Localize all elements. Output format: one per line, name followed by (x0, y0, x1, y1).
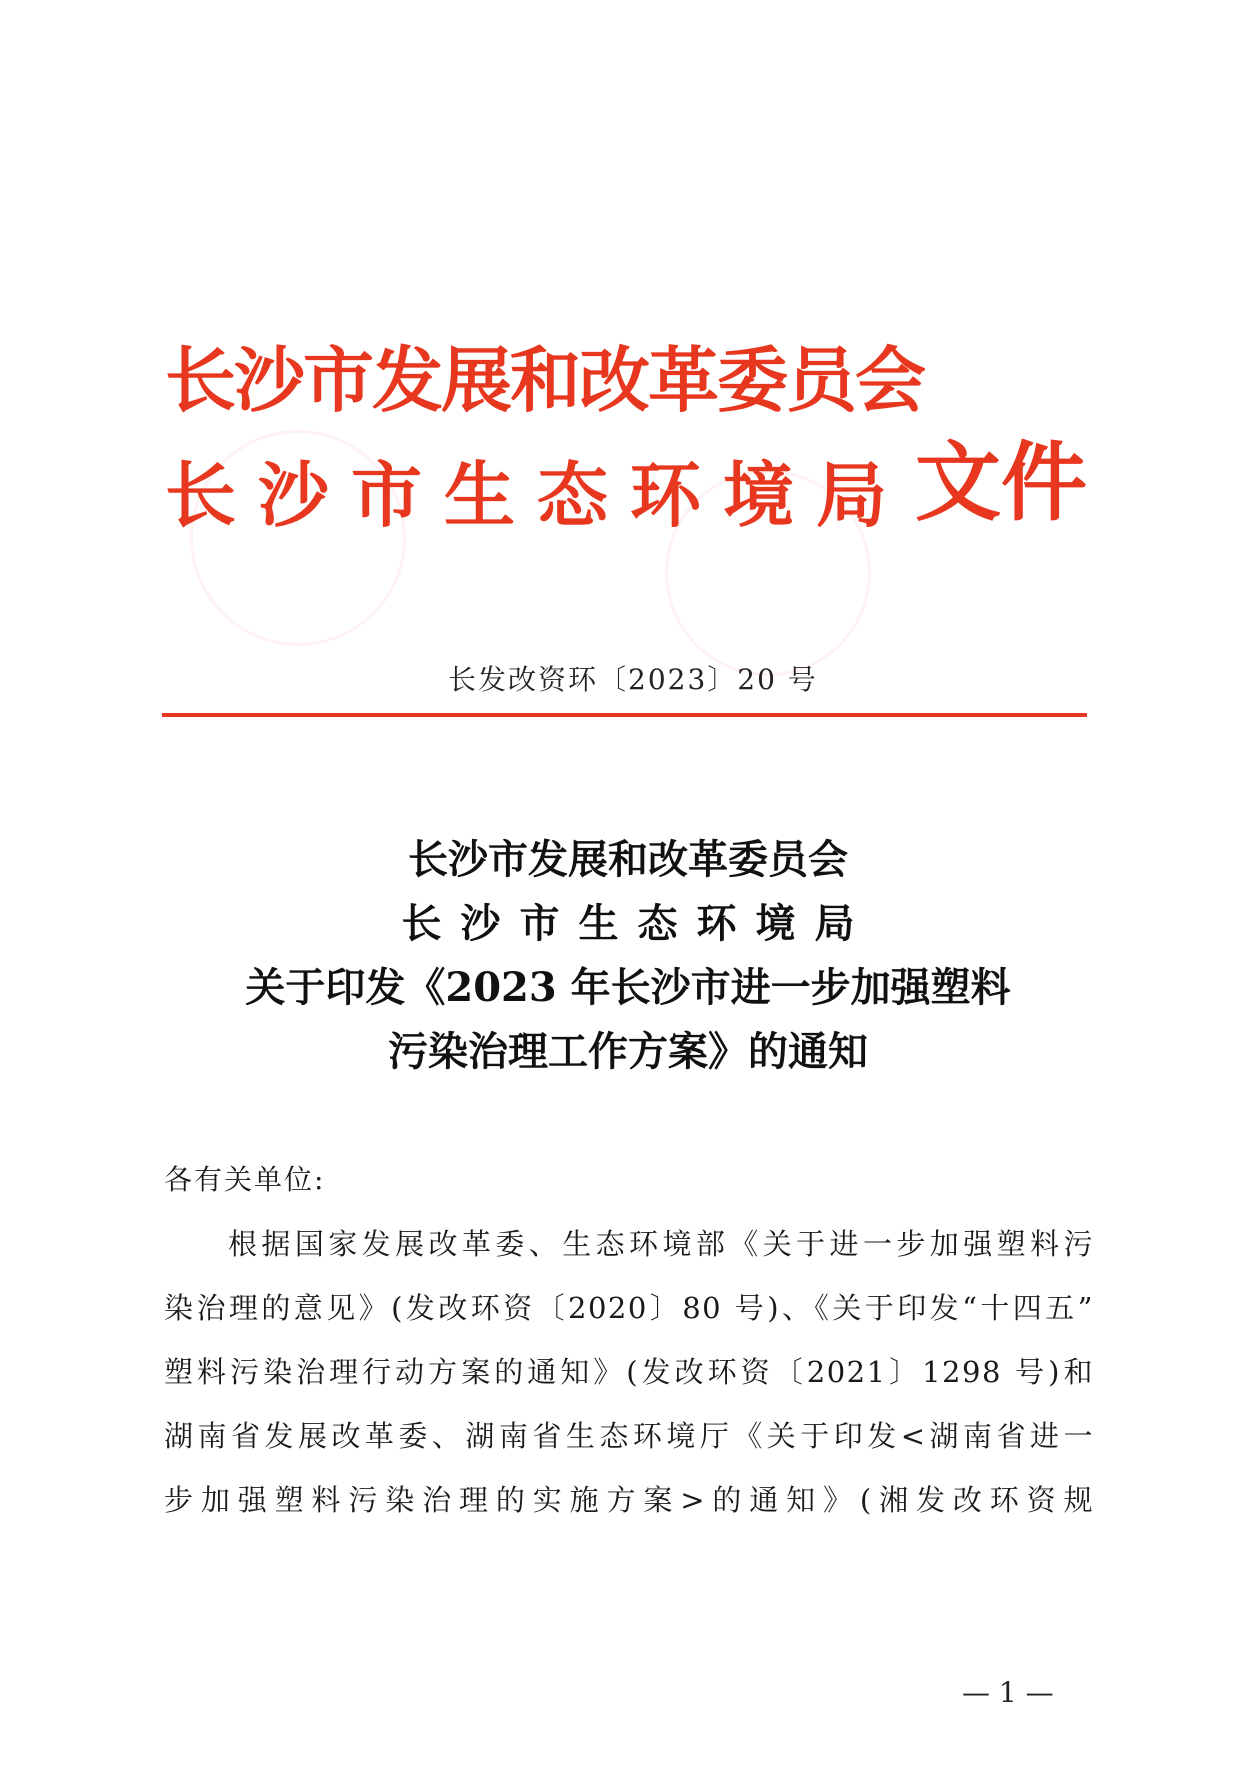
title-line-3: 关于印发《2023 年长沙市进一步加强塑料 (245, 964, 1011, 1011)
title-line-4: 污染治理工作方案》的通知 (388, 1028, 868, 1075)
body-line: 湖南省发展改革委、湖南省生态环境厅《关于印发<湖南省进一 (164, 1419, 1094, 1453)
document-title (0, 828, 1256, 1084)
issuer-line-2: 长沙市生态环境局 (165, 453, 910, 537)
issuer-line-1: 长沙市发展和改革委员会 (165, 338, 925, 422)
red-divider-line (162, 713, 1087, 717)
body-line: 塑料污染治理行动方案的通知》(发改环资〔2021〕1298 号)和 (164, 1355, 1094, 1389)
body-line: 步加强塑料污染治理的实施方案>的通知》(湘发改环资规 (164, 1483, 1094, 1517)
body-paragraph (164, 1212, 1094, 1532)
title-line-1: 长沙市发展和改革委员会 (408, 836, 848, 883)
salutation: 各有关单位: (164, 1163, 326, 1196)
page-number: — 1 — (962, 1676, 1054, 1709)
issuer-suffix: 文件 (915, 432, 1087, 533)
title-line-2: 长沙市生态环境局 (401, 900, 874, 947)
body-line: 根据国家发展改革委、生态环境部《关于进一步加强塑料污 (228, 1227, 1094, 1261)
body-line: 染治理的意见》(发改环资〔2020〕80 号)、《关于印发“十四五” (164, 1291, 1094, 1325)
document-number: 长发改资环〔2023〕20 号 (448, 663, 818, 696)
